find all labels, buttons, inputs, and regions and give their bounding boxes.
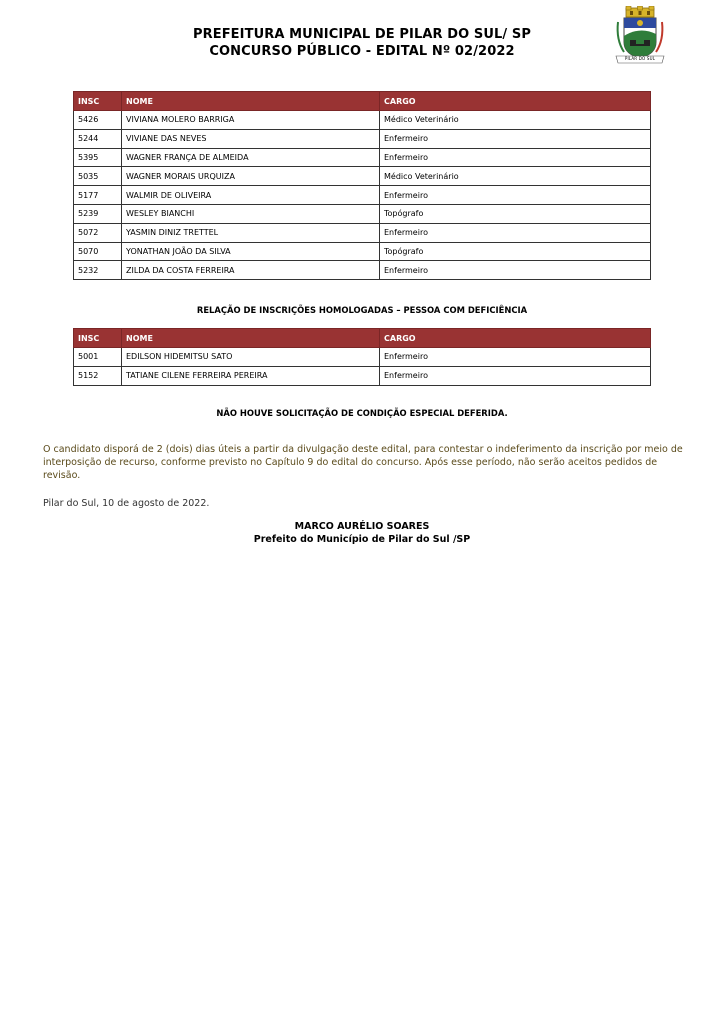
cell-nome: WAGNER MORAIS URQUIZA [122,167,380,186]
table-row [74,366,651,385]
signature-name: MARCO AURÉLIO SOARES [294,521,430,532]
cell-nome: TATIANE CILENE FERREIRA PEREIRA [122,366,380,385]
cell-nome: YONATHAN JOÃO DA SILVA [122,242,380,261]
header-title-line1: PREFEITURA MUNICIPAL DE PILAR DO SUL/ SP [192,27,531,42]
column-header-nome: NOME [122,329,380,348]
column-header-cargo: CARGO [380,329,651,348]
cell-insc: 5001 [74,348,122,367]
header-title-line2: CONCURSO PÚBLICO - EDITAL Nº 02/2022 [209,44,515,59]
table-row [74,111,651,130]
table-row [74,204,651,223]
cell-nome: YASMIN DINIZ TRETTEL [122,223,380,242]
cell-insc: 5035 [74,167,122,186]
cell-cargo: Enfermeiro [380,348,651,367]
table-row [74,261,651,280]
cell-nome: ZILDA DA COSTA FERREIRA [122,261,380,280]
pcd-registrations-table [73,328,651,386]
cell-cargo: Enfermeiro [380,261,651,280]
cell-insc: 5395 [74,148,122,167]
cell-cargo: Enfermeiro [380,148,651,167]
cell-insc: 5177 [74,186,122,205]
cell-nome: VIVIANE DAS NEVES [122,129,380,148]
table-row [74,186,651,205]
column-header-nome: NOME [122,92,380,111]
cell-nome: WALMIR DE OLIVEIRA [122,186,380,205]
registrations-table [73,91,651,280]
cell-cargo: Topógrafo [380,242,651,261]
column-header-cargo: CARGO [380,92,651,111]
cell-insc: 5232 [74,261,122,280]
cell-nome: WESLEY BIANCHI [122,204,380,223]
cell-cargo: Enfermeiro [380,186,651,205]
cell-cargo: Médico Veterinário [380,111,651,130]
table-row [74,242,651,261]
column-header-insc: INSC [74,92,122,111]
cell-insc: 5152 [74,366,122,385]
table-row [74,129,651,148]
cell-cargo: Médico Veterinário [380,167,651,186]
special-condition-note: NÃO HOUVE SOLICITAÇÃO DE CONDIÇÃO ESPECIAL DEFERIDA. [216,408,508,418]
cell-insc: 5244 [74,129,122,148]
crest-ribbon-text: PILAR DO SUL [624,56,656,61]
cell-cargo: Topógrafo [380,204,651,223]
signature-title: Prefeito do Município de Pilar do Sul /SP [253,534,471,545]
cell-insc: 5070 [74,242,122,261]
cell-insc: 5426 [74,111,122,130]
cell-insc: 5072 [74,223,122,242]
table-header-row [74,329,651,348]
column-header-insc: INSC [74,329,122,348]
cell-insc: 5239 [74,204,122,223]
table-row [74,348,651,367]
cell-nome: EDILSON HIDEMITSU SATO [122,348,380,367]
table-header-row [74,92,651,111]
cell-nome: WAGNER FRANÇA DE ALMEIDA [122,148,380,167]
table-row [74,148,651,167]
appeal-paragraph: O candidato disporá de 2 (dois) dias úteis a partir da divulgação deste edital, para contestar o indeferimento da inscrição por meio de interposição de recurso, conforme previsto no Capítulo 9 do edital do concurso. Após esse período, não serão aceitos pedidos de revisão. [43,444,683,481]
pcd-section-title: RELAÇÃO DE INSCRIÇÕES HOMOLOGADAS – PESSOA COM DEFICIÊNCIA [196,305,528,315]
cell-nome: VIVIANA MOLERO BARRIGA [122,111,380,130]
table-row [74,167,651,186]
cell-cargo: Enfermeiro [380,366,651,385]
cell-cargo: Enfermeiro [380,223,651,242]
dateline: Pilar do Sul, 10 de agosto de 2022. [43,498,210,509]
table-row [74,223,651,242]
cell-cargo: Enfermeiro [380,129,651,148]
